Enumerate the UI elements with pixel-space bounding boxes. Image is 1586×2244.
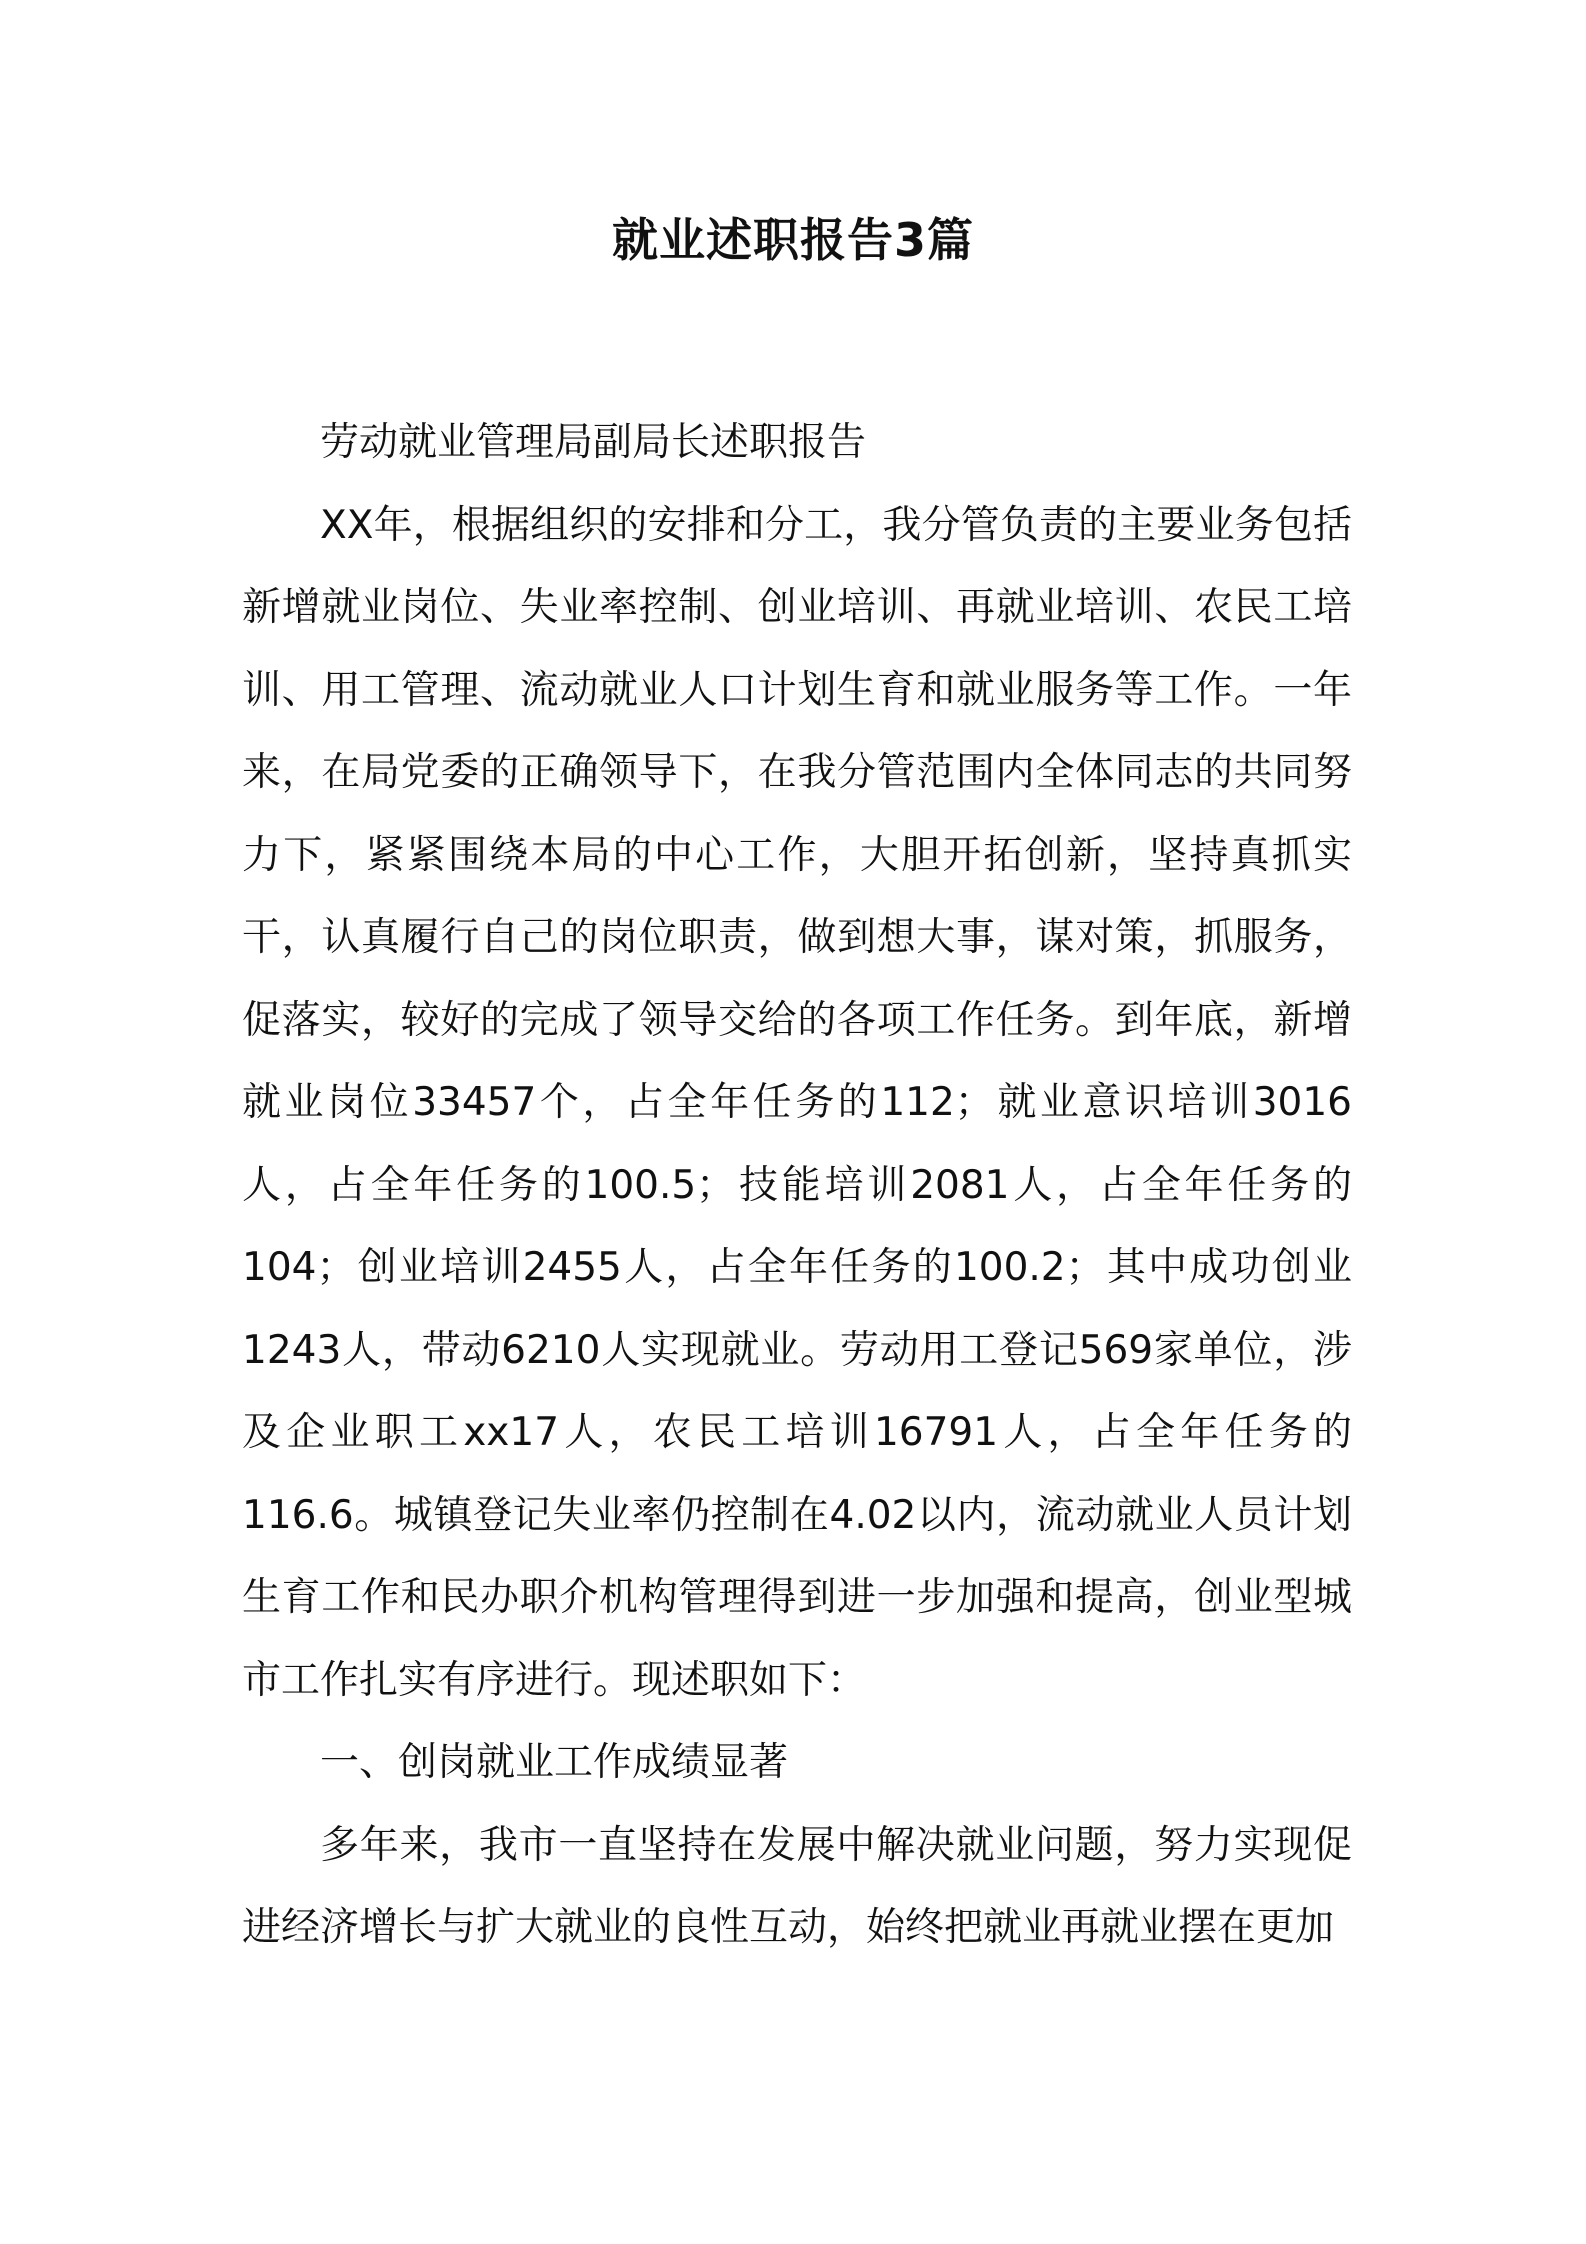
document-title: 就业述职报告3篇 (611, 213, 974, 267)
section-heading: 一、创岗就业工作成绩显著 (320, 1740, 789, 1785)
document-body (242, 402, 1352, 1970)
paragraph-section-1: 多年来，我市一直坚持在发展中解决就业问题，努力实现促进经济增长与扩大就业的良性互动，始终把就业再就业摆在更加 (242, 1822, 1352, 1950)
paragraph-intro: XX年，根据组织的安排和分工，我分管负责的主要业务包括新增就业岗位、失业率控制、创业培训、再就业培训、农民工培训、用工管理、流动就业人口计划生育和就业服务等工作。一年来，在局党委的正确领导下，在我分管范围内全体同志的共同努力下，紧紧围绕本局的中心工作，大胆开拓创新，坚持真抓实干，认真履行自己的岗位职责，做到想大事，谋对策，抓服务，促落实，较好的完成了领导交给的各项工作任务。到年底，新增就业岗位33457个，占全年任务的112；就业意识培训3016人，占全年任务的100.5；技能培训2081人，占全年任务的104；创业培训2455人，占全年任务的100.2；其中成功创业1243人，带动6210人实现就业。劳动用工登记569家单位，涉及企业职工xx17人，农民工培训16791人，占全年任务的116.6。城镇登记失业率仍控制在4.02以内，流动就业人员计划生育工作和民办职介机构管理得到进一步加强和提高，创业型城市工作扎实有序进行。现述职如下： (242, 502, 1352, 1703)
document-subtitle: 劳动就业管理局副局长述职报告 (320, 420, 867, 465)
